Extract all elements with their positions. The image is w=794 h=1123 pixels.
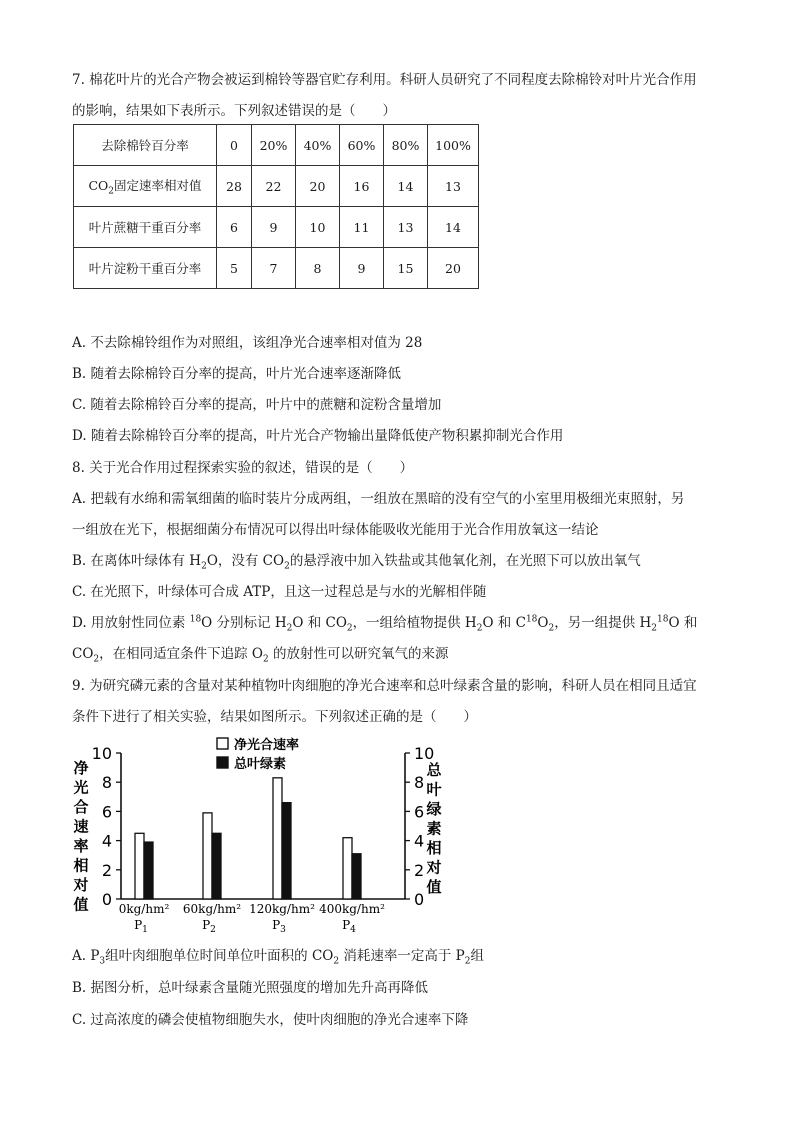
q9-stem-line2: 条件下进行了相关实验，结果如图所示。下列叙述正确的是（ ） — [72, 709, 477, 725]
y2-axis-label-char: 对 — [426, 858, 442, 877]
y-tick-label-right: 6 — [414, 802, 425, 822]
table-row — [74, 207, 479, 248]
y2-axis-label-char: 素 — [426, 819, 442, 838]
q8-option-a-line1: A. 把载有水绵和需氧细菌的临时装片分成两组，一组放在黑暗的没有空气的小室里用极细光束照射，另 — [72, 491, 685, 507]
y-tick-label-right: 0 — [414, 890, 425, 909]
table-cell: 13 — [428, 166, 479, 207]
table-cell: 28 — [217, 166, 252, 207]
x-group-label: $P_4$ — [342, 918, 356, 935]
y-axis-label-char: 速 — [73, 817, 89, 836]
q7-data-table — [73, 124, 479, 289]
table-cell: 22 — [252, 166, 296, 207]
y-tick-label-left: 2 — [101, 860, 112, 880]
q7-option-a: A. 不去除棉铃组作为对照组，该组净光合速率相对值为 28 — [72, 335, 423, 351]
q9-bar-chart — [72, 735, 452, 935]
q9-option-b: B. 据图分析，总叶绿素含量随光照强度的增加先升高再降低 — [72, 980, 429, 996]
table-row-label: $CO_2$固定速率相对值 — [74, 166, 217, 207]
bar-total-chlorophyll — [282, 803, 291, 899]
table-row-label: 叶片淀粉干重百分率 — [74, 248, 217, 289]
x-tick-label: 60kg/hm² — [182, 902, 242, 916]
y2-axis-label-char: 值 — [426, 878, 442, 896]
table-row — [74, 248, 479, 289]
table-header-cell: 60% — [340, 125, 384, 166]
table-cell: 6 — [217, 207, 252, 248]
bar-total-chlorophyll — [212, 833, 221, 899]
x-group-label: $P_1$ — [134, 918, 148, 935]
table-header-cell: 0 — [217, 125, 252, 166]
y-tick-label-right: 2 — [414, 860, 425, 880]
table-cell: 10 — [296, 207, 340, 248]
y-tick-label-left: 6 — [101, 802, 112, 822]
q7-option-b: B. 随着去除棉铃百分率的提高，叶片光合速率逐渐降低 — [72, 366, 402, 382]
table-cell: 14 — [384, 166, 428, 207]
legend-swatch-total-chlorophyll — [217, 757, 228, 768]
q8-option-d-line2: $CO_2$，在相同适宜条件下追踪 $O_2$ 的放射性可以研究氧气的来源 — [72, 646, 449, 665]
x-tick-label: 0kg/hm² — [118, 902, 170, 916]
table-cell: 8 — [296, 248, 340, 289]
table-header-cell: 40% — [296, 125, 340, 166]
x-tick-label: 120kg/hm² — [249, 902, 315, 916]
table-cell: 5 — [217, 248, 252, 289]
table-cell: 14 — [428, 207, 479, 248]
table-row — [74, 166, 479, 207]
table-cell: 20 — [428, 248, 479, 289]
q7-option-d: D. 随着去除棉铃百分率的提高，叶片光合产物输出量降低使产物积累抑制光合作用 — [72, 428, 564, 444]
y-axis-label-char: 净 — [73, 759, 89, 777]
bar-total-chlorophyll — [352, 854, 361, 899]
q8-option-a-line2: 一组放在光下，根据细菌分布情况可以得出叶绿体能吸收光能用于光合作用放氧这一结论 — [72, 522, 599, 538]
q8-option-d-line1: D. 用放射性同位素 $^{18}$O 分别标记 $H_2O$ 和 $CO_2$，一组给植物提供 $H_2O$ 和 $C^{18}O_2$，另一组提供 $H_2^{18}O$ 和 — [72, 614, 698, 634]
legend-label-total-chlorophyll: 总叶绿素 — [234, 757, 287, 772]
y-axis-label-char: 相 — [73, 856, 89, 875]
y-axis-label-char: 值 — [73, 895, 89, 914]
bar-net-photosynthesis — [203, 813, 212, 899]
table-cell: 11 — [340, 207, 384, 248]
table-cell: 15 — [384, 248, 428, 289]
q8-option-b: B. 在离体叶绿体有 $H_2O$，没有 $CO_2$的悬浮液中加入铁盐或其他氧化剂，在光照下可以放出氧气 — [72, 553, 641, 572]
table-header-cell: 100% — [428, 125, 479, 166]
y-axis-label-char: 合 — [73, 798, 89, 816]
bar-net-photosynthesis — [343, 838, 352, 899]
y-axis-label-char: 光 — [73, 778, 89, 797]
y2-axis-label-char: 绿 — [426, 800, 442, 818]
y2-axis-label-char: 总 — [426, 761, 442, 779]
y-tick-label-left: 0 — [101, 890, 112, 909]
q7-stem-line2: 的影响，结果如下表所示。下列叙述错误的是（ ） — [72, 103, 396, 119]
x-group-label: $P_3$ — [272, 918, 286, 935]
x-group-label: $P_2$ — [202, 918, 216, 935]
y-tick-label-left: 4 — [101, 831, 112, 851]
table-header-cell: 80% — [384, 125, 428, 166]
q9-option-a: A. $P_3$组叶肉细胞单位时间单位叶面积的 $CO_2$ 消耗速率一定高于 $P_2$组 — [72, 948, 484, 967]
table-cell: 9 — [340, 248, 384, 289]
y-tick-label-right: 8 — [414, 773, 425, 793]
q9-stem-line1: 9. 为研究磷元素的含量对某种植物叶肉细胞的净光合速率和总叶绿素含量的影响，科研人员在相同且适宜 — [72, 678, 697, 694]
table-row-label: 叶片蔗糖干重百分率 — [74, 207, 217, 248]
table-header-cell: 20% — [252, 125, 296, 166]
table-cell: 13 — [384, 207, 428, 248]
q9-option-c: C. 过高浓度的磷会使植物细胞失水，使叶肉细胞的净光合速率下降 — [72, 1012, 469, 1028]
table-cell: 9 — [252, 207, 296, 248]
bar-total-chlorophyll — [144, 842, 153, 899]
y-axis-label-char: 率 — [73, 837, 89, 855]
bar-net-photosynthesis — [135, 833, 144, 899]
table-cell: 16 — [340, 166, 384, 207]
y-tick-label-left: 8 — [101, 773, 112, 793]
table-cell: 20 — [296, 166, 340, 207]
y-axis-label-char: 对 — [73, 876, 89, 894]
y2-axis-label-char: 叶 — [426, 780, 442, 799]
y-tick-label-left: 10 — [91, 744, 112, 763]
y2-axis-label-char: 相 — [426, 839, 442, 857]
legend-swatch-net-photosynthesis — [217, 738, 228, 749]
q7-stem-line1: 7. 棉花叶片的光合产物会被运到棉铃等器官贮存利用。科研人员研究了不同程度去除棉铃对叶片光合作用 — [72, 72, 697, 88]
q7-option-c: C. 随着去除棉铃百分率的提高，叶片中的蔗糖和淀粉含量增加 — [72, 397, 442, 413]
y-tick-label-right: 10 — [414, 744, 435, 763]
table-header-cell: 去除棉铃百分率 — [74, 125, 217, 166]
q8-option-c: C. 在光照下，叶绿体可合成 ATP，且这一过程总是与水的光解相伴随 — [72, 584, 487, 600]
y-tick-label-right: 4 — [414, 831, 425, 851]
x-tick-label: 400kg/hm² — [319, 902, 385, 916]
q8-stem: 8. 关于光合作用过程探索实验的叙述，错误的是（ ） — [72, 460, 414, 476]
legend-label-net-photosynthesis: 净光合速率 — [234, 738, 300, 753]
table-header-row — [74, 125, 479, 166]
table-cell: 7 — [252, 248, 296, 289]
bar-net-photosynthesis — [273, 778, 282, 899]
